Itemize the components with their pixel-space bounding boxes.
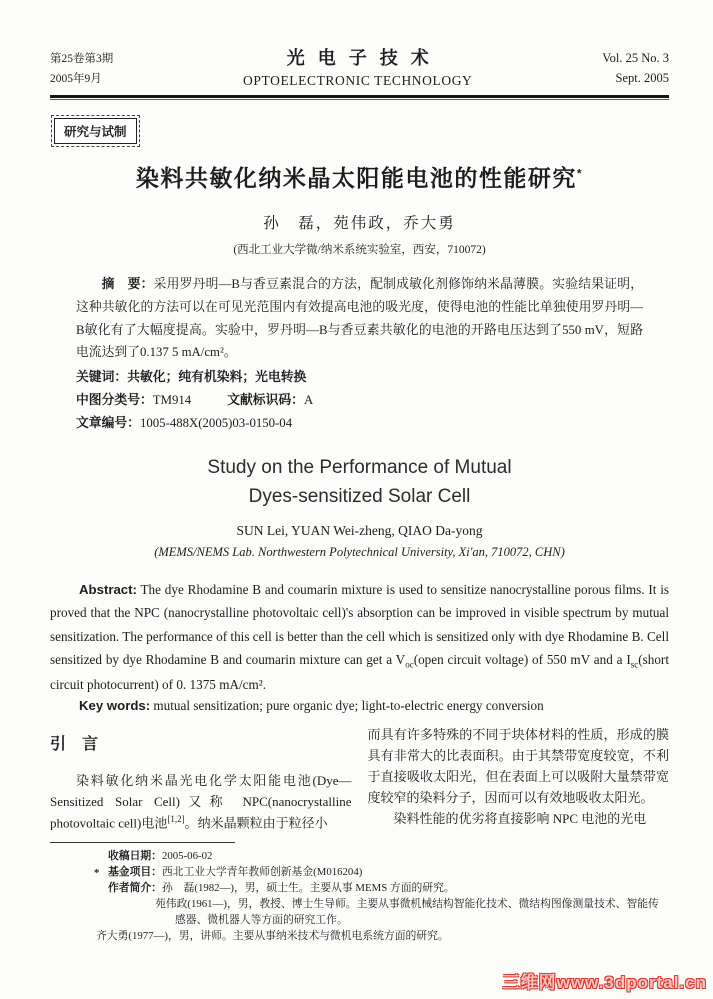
abstract-en-label: Abstract:	[79, 582, 137, 598]
journal-name-cn: 光电子技术	[286, 48, 442, 68]
footnote-block	[50, 842, 669, 945]
title-en-line2: Dyes-sensitized Solar Cell	[248, 485, 471, 507]
column-category-badge: 研究与试制	[54, 118, 137, 144]
article-id-row	[76, 412, 643, 435]
clc-row	[76, 389, 643, 412]
issue-volume-cn: 第25卷第3期	[50, 52, 114, 65]
title-en-line1: Study on the Performance of Mutual	[207, 457, 512, 479]
affiliation-cn: (西北工业大学微/纳米系统实验室，西安，710072)	[233, 244, 486, 256]
right-paragraph-2: 染料性能的优劣将直接影响 NPC 电池的光电	[393, 811, 647, 827]
journal-name	[113, 44, 602, 89]
bio-author-1: 孙 磊(1982—)，男，硕士生。主要从事 MEMS 方面的研究。	[161, 881, 455, 894]
bio-author-3: 齐大勇(1977—)，男，讲师。主要从事纳米技术与微机电系统方面的研究。	[96, 930, 449, 943]
journal-issue-en	[602, 48, 669, 89]
keywords-cn-value: 共敏化；纯有机染料；光电转换	[127, 370, 307, 385]
right-column	[368, 724, 670, 833]
bio-line-3	[50, 928, 669, 944]
issue-volume-en: Vol. 25 No. 3	[602, 50, 669, 65]
authors-en: SUN Lei, YUAN Wei-zheng, QIAO Da-yong	[236, 523, 483, 539]
abstract-en-p1: The dye Rhodamine B and coumarin mixture is used to sensitize nanocrystalline porous films. It is proved that the NPC (nanocrystalline photovoltaic cell)'s absorption can be improved in visible spectrum by mutual sensitization. The performance of this cell is better than the cell which is sensitized only with dye Rhodamine B. Cell sensitized by dye Rhodamine B and coumarin mixture can get a V	[50, 582, 669, 667]
footnote-rule	[50, 842, 235, 843]
body-columns	[50, 724, 669, 833]
journal-header	[50, 44, 669, 89]
abstract-cn	[76, 273, 643, 364]
abstract-cn-text: 采用罗丹明—B与香豆素混合的方法，配制成敏化剂修饰纳米晶薄膜。实验结果证明，这种共敏化的方法可以在可见光范围内有效提高电池的吸光度，使得电池的性能比单独使用罗丹明—B敏化有了大幅度提高。实验中，罗丹明—B与香豆素共敏化的电池的开路电压达到了550 mV，短路电流达到了0.137 5 mA/cm²。	[76, 277, 643, 360]
article-id-value: 1005-488X(2005)03-0150-04	[139, 415, 293, 430]
affiliation-en: (MEMS/NEMS Lab. Northwestern Polytechnical University, Xi'an, 710072, CHN)	[154, 545, 565, 560]
abstract-en-p3: (short circuit photocurrent) of 0. 1375 mA/cm².	[50, 651, 669, 693]
intro-p1-text: 染料敏化纳米晶光电化学太阳能电池(Dye—Sensitized Solar Cell)又称 NPC(nanocrystalline photovoltaic cell)电池	[50, 773, 352, 831]
keywords-cn-label: 关键词：	[76, 369, 128, 385]
journal-issue-cn	[50, 49, 113, 89]
issue-date-cn: 2005年9月	[50, 72, 102, 85]
authors-cn: 孙 磊，苑伟政，乔大勇	[263, 215, 456, 232]
bio-label: 作者简介：	[108, 881, 162, 894]
keywords-en	[50, 698, 669, 714]
left-column	[50, 724, 352, 833]
received-label: 收稿日期：	[108, 849, 162, 862]
isc-subscript: sc	[630, 659, 639, 670]
right-paragraph-1: 而具有许多特殊的不同于块体材料的性质，形成的膜具有非常大的比表面积。由于其禁带宽度较宽，不利于直接吸收太阳光，但在表面上可以吸附大量禁带宽度较窄的染料分子，因而可以有效地吸收太阳光。	[367, 727, 669, 806]
abstract-en	[50, 578, 669, 696]
citation-ref-12: [1,2]	[167, 814, 185, 825]
fund-footnote-marker: *	[94, 866, 100, 879]
bio-author-2: 苑伟政(1961—)，男，教授、博士生导师。主要从事微机械结构智能化技术、微结构图像测量技术、智能传感器、微机器人等方面的研究工作。	[155, 898, 659, 927]
bio-line-2	[50, 896, 669, 928]
fund-label: 基金项目：	[108, 865, 162, 878]
clc-label: 中图分类号：	[76, 391, 153, 407]
section-intro-title: 引 言	[50, 736, 99, 754]
abstract-cn-label: 摘 要：	[101, 276, 154, 291]
keywords-en-value: mutual sensitization; pure organic dye; light-to-electric energy conversion	[153, 698, 544, 714]
journal-name-en: OPTOELECTRONIC TECHNOLOGY	[243, 73, 473, 88]
fund-line	[50, 864, 669, 880]
site-watermark: 三维网www.3dportal.cn	[502, 973, 707, 992]
keywords-cn-row	[76, 366, 643, 389]
clc-value: TM914	[152, 392, 192, 407]
received-date-line	[50, 848, 669, 864]
header-divider-rule	[50, 95, 669, 100]
article-meta	[76, 366, 643, 434]
doc-code-value: A	[303, 392, 314, 407]
fund-value: 西北工业大学青年教师创新基金(M016204)	[161, 865, 363, 878]
intro-paragraph	[50, 770, 352, 833]
abstract-en-p2: (open circuit voltage) of 550 mV and a I	[413, 651, 631, 667]
article-title-en	[50, 454, 669, 511]
voc-subscript: oc	[405, 659, 414, 670]
received-value: 2005-06-02	[161, 849, 213, 862]
article-title-cn	[50, 160, 669, 193]
keywords-en-label: Key words:	[79, 698, 151, 714]
article-title-text: 染料共敏化纳米晶太阳能电池的性能研究	[135, 165, 577, 191]
intro-p1-cont: 。纳米晶颗粒由于粒径小	[184, 815, 328, 831]
bio-line-1	[50, 880, 669, 896]
doc-code-label: 文献标识码：	[227, 391, 304, 407]
article-id-label: 文章编号：	[76, 414, 140, 430]
title-footnote-mark: *	[576, 166, 584, 181]
issue-date-en: Sept. 2005	[615, 71, 669, 86]
